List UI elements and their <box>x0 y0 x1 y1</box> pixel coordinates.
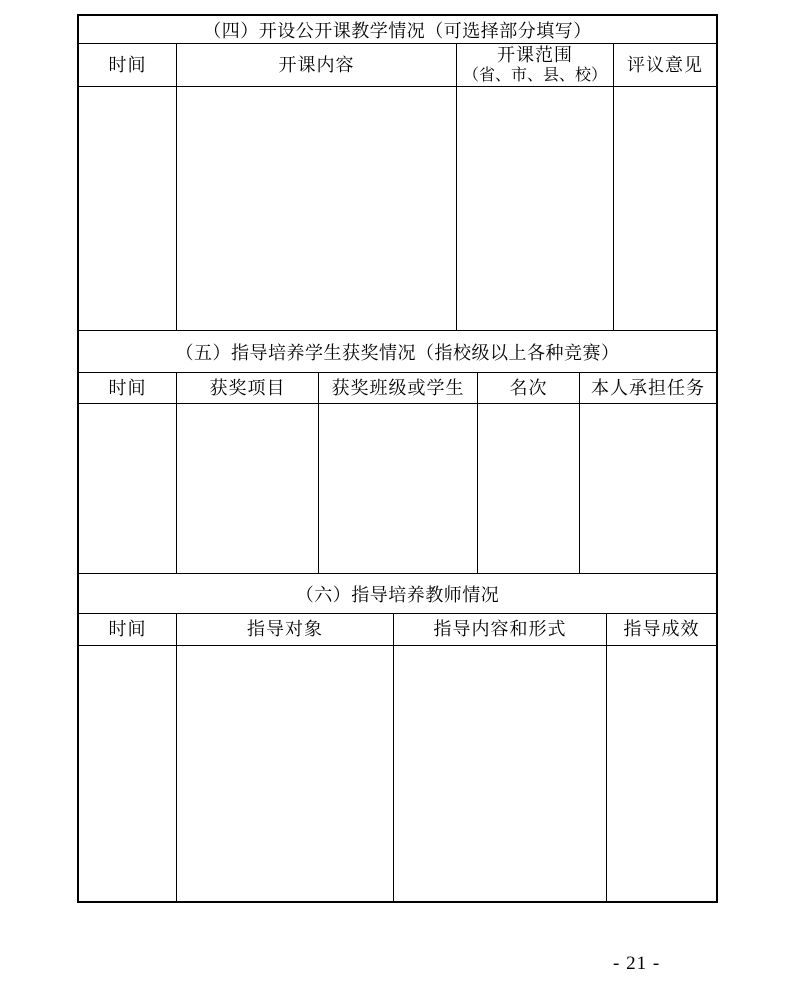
section6-cell-effect <box>607 646 716 901</box>
section4-cell-content <box>177 87 457 330</box>
section5-title: （五）指导培养学生获奖情况（指校级以上各种竞赛） <box>175 342 620 363</box>
section5-header-award-class: 获奖班级或学生 <box>319 373 478 403</box>
section6-cell-target <box>177 646 394 901</box>
section4-header-time: 时间 <box>79 44 177 86</box>
section6-header-target: 指导对象 <box>177 614 394 645</box>
section5-body-row <box>79 404 716 574</box>
section4-header-scope-line1: 开课范围 <box>497 45 573 66</box>
section5-header-rank: 名次 <box>478 373 580 403</box>
section4-body-row <box>79 87 716 331</box>
section5-header-own-role: 本人承担任务 <box>591 377 705 398</box>
section6-body-row <box>79 646 716 901</box>
section5-cell-own-role <box>580 404 716 573</box>
section5-header-award-item: 获奖项目 <box>177 373 319 403</box>
section5-header-time: 时间 <box>79 373 177 403</box>
section4-header-scope <box>457 44 614 86</box>
section4-header-content: 开课内容 <box>177 44 457 86</box>
section6-header-row <box>79 614 716 646</box>
section6-header-content-form: 指导内容和形式 <box>394 614 607 645</box>
section4-header-scope-line2: （省、市、县、校） <box>462 66 607 84</box>
section4-title: （四）开设公开课教学情况（可选择部分填写） <box>203 20 592 41</box>
section5-cell-award-class <box>319 404 478 573</box>
section6-header-time: 时间 <box>79 614 177 645</box>
section5-cell-award-item <box>177 404 319 573</box>
form-table <box>77 14 718 903</box>
section4-header-review: 评议意见 <box>627 54 703 75</box>
section4-cell-scope <box>457 87 614 330</box>
section5-cell-time <box>79 404 177 573</box>
section4-cell-review <box>614 87 716 330</box>
section4-cell-time <box>79 87 177 330</box>
section5-cell-rank <box>478 404 580 573</box>
section6-header-effect: 指导成效 <box>623 619 700 640</box>
section6-title: （六）指导培养教师情况 <box>295 584 500 605</box>
section5-header-row <box>79 373 716 404</box>
section6-cell-time <box>79 646 177 901</box>
section4-header-row <box>79 44 716 87</box>
section4-title-row <box>79 16 716 44</box>
page-number: - 21 - <box>613 953 661 974</box>
section6-cell-content-form <box>394 646 607 901</box>
section5-title-row <box>79 331 716 373</box>
section6-title-row <box>79 574 716 614</box>
